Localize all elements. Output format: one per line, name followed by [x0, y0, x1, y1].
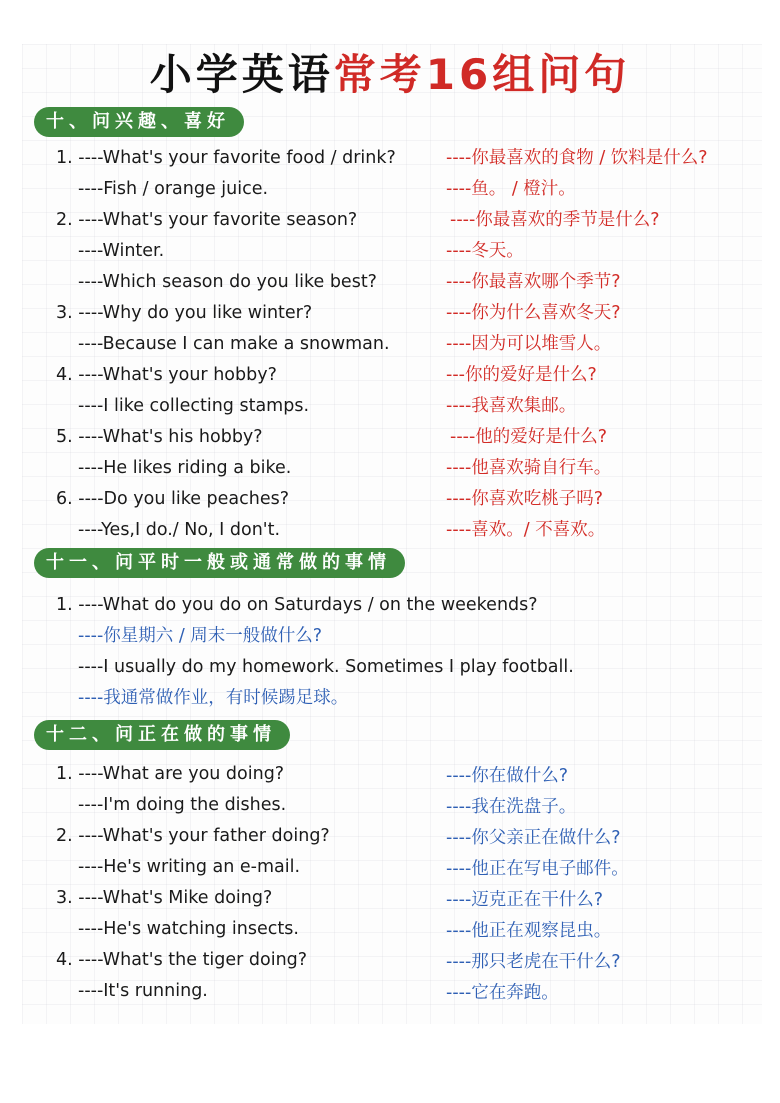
title-red-part: 常考16组问句: [333, 50, 631, 99]
en-line: ----I usually do my homework. Sometimes I play football.: [78, 657, 574, 677]
en-line: 3. ----What's Mike doing?: [56, 888, 273, 908]
en-line: ----He's writing an e-mail.: [78, 857, 301, 877]
en-line: ----Winter.: [78, 241, 165, 261]
en-line: 1. ----What are you doing?: [56, 764, 285, 784]
section-heading-interests: 十、问兴趣、喜好: [34, 107, 244, 137]
cn-line: ----因为可以堆雪人。: [446, 334, 612, 354]
en-line: 2. ----What's your father doing?: [56, 826, 330, 846]
en-line: ----Which season do you like best?: [78, 272, 377, 292]
cn-line: ----你星期六 / 周末一般做什么?: [78, 626, 323, 646]
cn-line: ----它在奔跑。: [446, 983, 559, 1003]
cn-line: ----他喜欢骑自行车。: [446, 458, 612, 478]
en-line: 6. ----Do you like peaches?: [56, 489, 290, 509]
cn-line: ----那只老虎在干什么?: [446, 952, 621, 972]
en-line: ----I like collecting stamps.: [78, 396, 310, 416]
cn-line: ---你的爱好是什么?: [446, 365, 597, 385]
cn-line: ----他正在观察昆虫。: [446, 921, 612, 941]
en-line: 4. ----What's your hobby?: [56, 365, 277, 385]
cn-line: ----迈克正在干什么?: [446, 890, 604, 910]
cn-line: ----你喜欢吃桃子吗?: [446, 489, 604, 509]
cn-line: ----你最喜欢哪个季节?: [446, 272, 621, 292]
cn-line: ----我喜欢集邮。: [446, 396, 577, 416]
cn-line: ----他的爱好是什么?: [450, 427, 608, 447]
en-line: 1. ----What do you do on Saturdays / on the weekends?: [56, 595, 538, 615]
en-line: ----Because I can make a snowman.: [78, 334, 390, 354]
en-line: ----Yes,I do./ No, I don't.: [78, 520, 281, 540]
en-line: ----It's running.: [78, 981, 208, 1001]
en-line: ----He's watching insects.: [78, 919, 299, 939]
cn-line: ----他正在写电子邮件。: [446, 859, 629, 879]
title-black-part: 小学英语: [149, 50, 334, 99]
en-line: 5. ----What's his hobby?: [56, 427, 263, 447]
cn-line: ----我在洗盘子。: [446, 797, 577, 817]
page-title: [0, 50, 780, 100]
en-line: 4. ----What's the tiger doing?: [56, 950, 308, 970]
section-heading-habits: 十一、问平时一般或通常做的事情: [34, 548, 405, 578]
cn-line: ----你最喜欢的季节是什么?: [450, 210, 660, 230]
cn-line: ----冬天。: [446, 241, 524, 261]
cn-line: ----我通常做作业，有时候踢足球。: [78, 688, 349, 708]
cn-line: ----你为什么喜欢冬天?: [446, 303, 621, 323]
cn-line: ----你最喜欢的食物 / 饮料是什么?: [446, 148, 708, 168]
en-line: ----I'm doing the dishes.: [78, 795, 287, 815]
en-line: ----Fish / orange juice.: [78, 179, 269, 199]
cn-line: ----喜欢。/ 不喜欢。: [446, 520, 606, 540]
en-line: 1. ----What's your favorite food / drink?: [56, 148, 396, 168]
section-heading-current-actions: 十二、问正在做的事情: [34, 720, 290, 750]
cn-line: ----你父亲正在做什么?: [446, 828, 621, 848]
en-line: 2. ----What's your favorite season?: [56, 210, 358, 230]
cn-line: ----你在做什么?: [446, 766, 569, 786]
en-line: 3. ----Why do you like winter?: [56, 303, 313, 323]
cn-line: ----鱼。 / 橙汁。: [446, 179, 576, 199]
en-line: ----He likes riding a bike.: [78, 458, 292, 478]
